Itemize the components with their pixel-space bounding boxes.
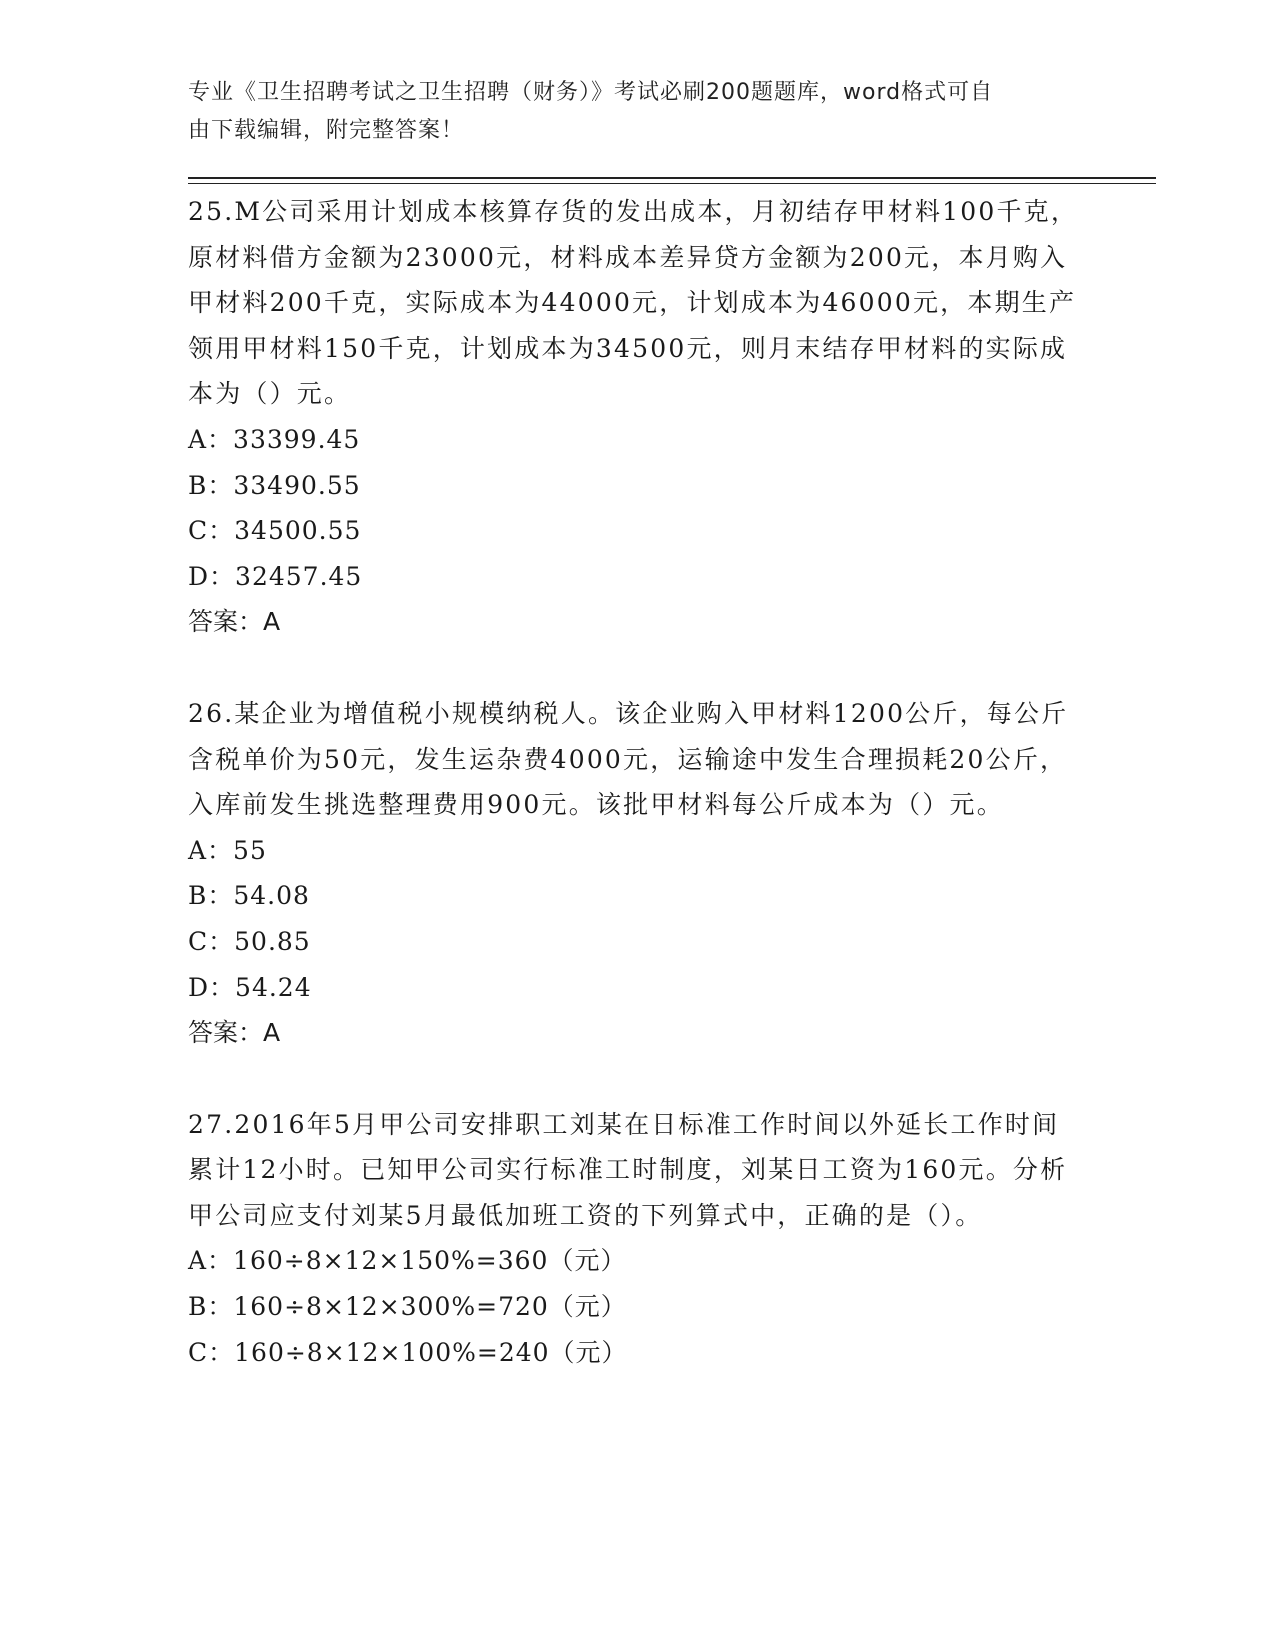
option-b: B：33490.55 bbox=[188, 470, 361, 500]
header-line-2: 由下载编辑，附完整答案！ bbox=[188, 118, 465, 143]
option-a: A：55 bbox=[188, 835, 267, 865]
question-text: 25.M公司采用计划成本核算存货的发出成本，月初结存甲材料100千克，原材料借方金额为23000元，材料成本差异贷方金额为200元，本月购入甲材料200千克，实际成本为44000元，计划成本为46000元，本期生产领用甲材料150千克，计划成本为34500元，则月末结存甲材料的实际成本为（）元。 bbox=[188, 197, 1079, 409]
option-list bbox=[188, 417, 1084, 599]
header-divider-thin bbox=[188, 183, 1156, 184]
option-d: D：32457.45 bbox=[188, 561, 363, 591]
document-header bbox=[188, 74, 1068, 150]
option-c: C：50.85 bbox=[188, 926, 311, 956]
header-divider-thick bbox=[188, 177, 1156, 179]
question-spacer bbox=[188, 645, 1084, 691]
option-c: C：160÷8×12×100%=240（元） bbox=[188, 1337, 628, 1367]
answer-line: 答案：A bbox=[188, 1018, 281, 1048]
answer-line: 答案：A bbox=[188, 607, 281, 637]
option-b: B：54.08 bbox=[188, 881, 310, 911]
option-c: C：34500.55 bbox=[188, 516, 362, 546]
question-26 bbox=[188, 691, 1084, 1056]
option-list bbox=[188, 1238, 1084, 1375]
header-line-1: 专业《卫生招聘考试之卫生招聘（财务）》考试必刷200题题库，word格式可自 bbox=[188, 80, 994, 105]
option-list bbox=[188, 828, 1084, 1010]
question-27 bbox=[188, 1102, 1084, 1376]
question-text: 27.2016年5月甲公司安排职工刘某在日标准工作时间以外延长工作时间累计12小时。已知甲公司实行标准工时制度，刘某日工资为160元。分析甲公司应支付刘某5月最低加班工资的下列算式中，正确的是（）。 bbox=[188, 1109, 1068, 1230]
question-list bbox=[188, 189, 1084, 1375]
question-25 bbox=[188, 189, 1084, 645]
option-d: D：54.24 bbox=[188, 972, 312, 1002]
question-spacer bbox=[188, 1056, 1084, 1102]
option-a: A：160÷8×12×150%=360（元） bbox=[188, 1246, 627, 1276]
option-b: B：160÷8×12×300%=720（元） bbox=[188, 1292, 627, 1322]
option-a: A：33399.45 bbox=[188, 424, 361, 454]
question-text: 26.某企业为增值税小规模纳税人。该企业购入甲材料1200公斤，每公斤含税单价为50元，发生运杂费4000元，运输途中发生合理损耗20公斤，入库前发生挑选整理费用900元。该批甲材料每公斤成本为（）元。 bbox=[188, 698, 1069, 820]
